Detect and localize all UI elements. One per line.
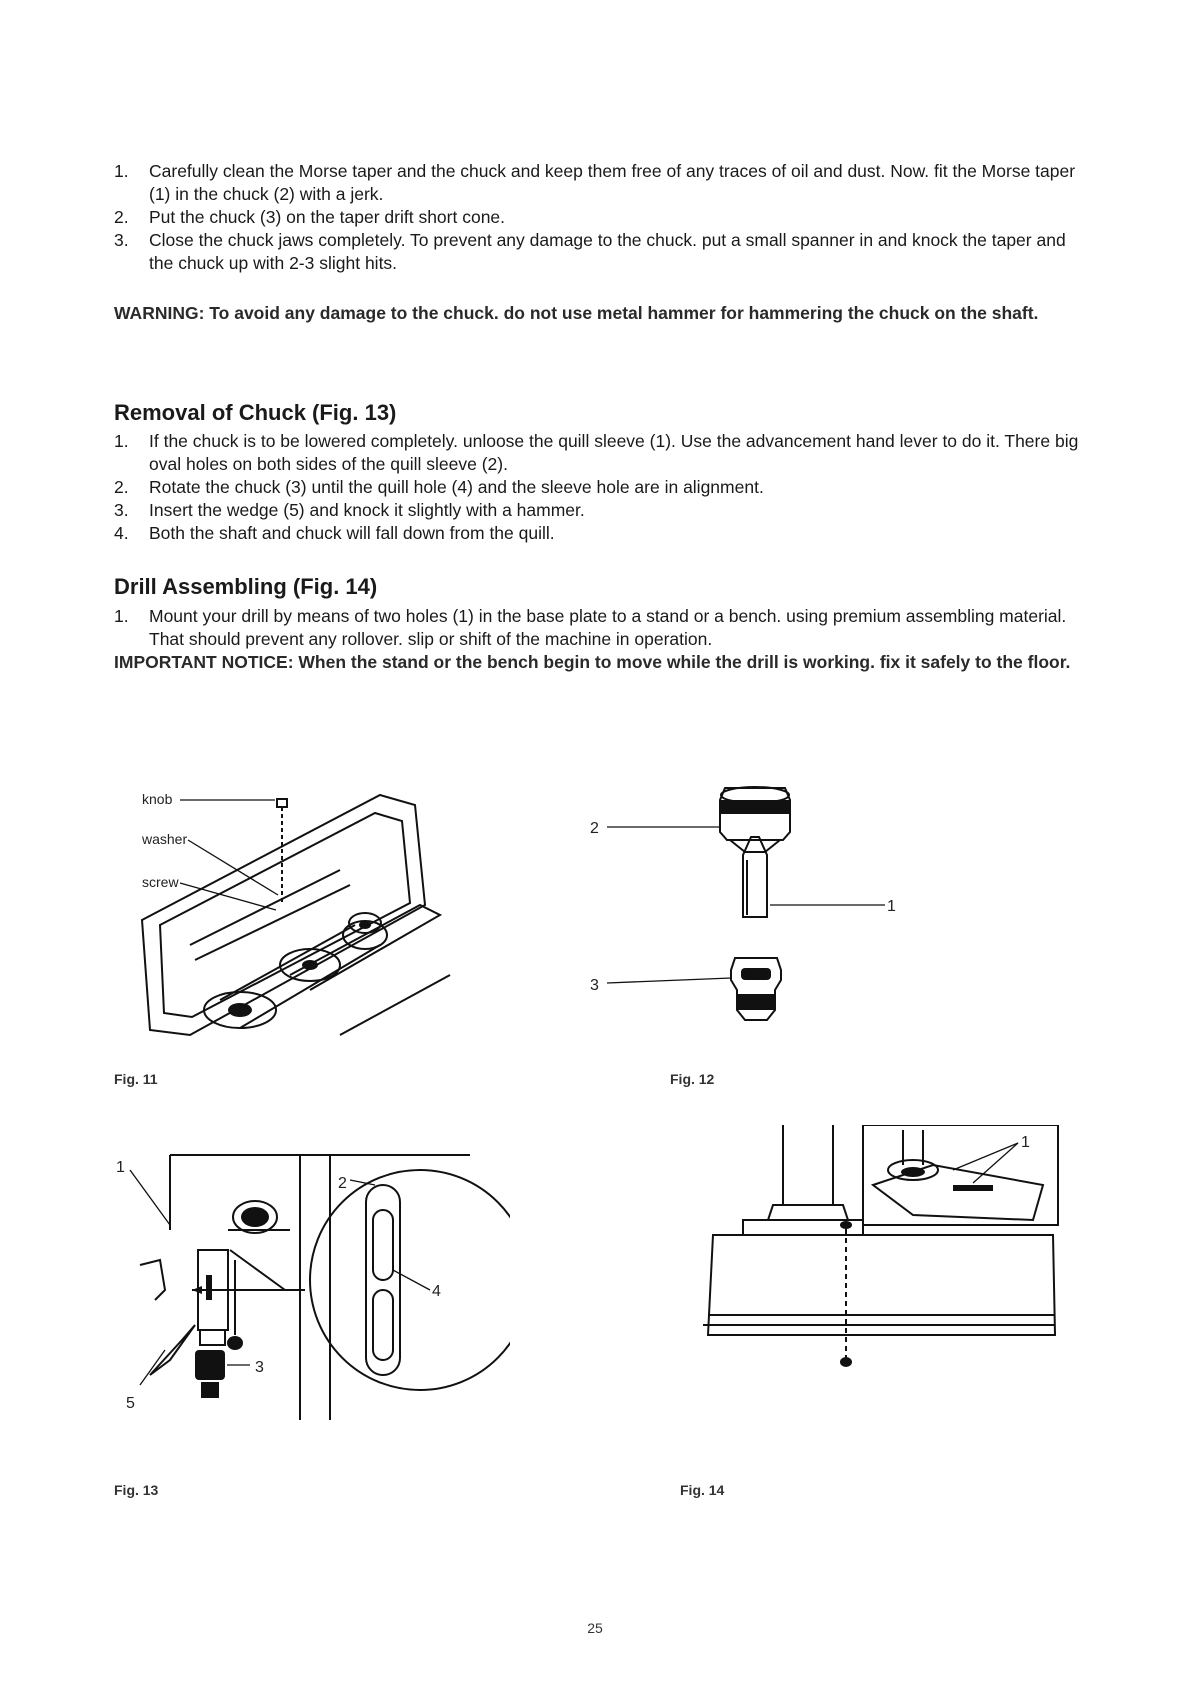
fig13-callout-2: 2 xyxy=(338,1175,347,1192)
fig13-illustration xyxy=(110,1150,510,1420)
step-number: 4. xyxy=(114,523,129,543)
fig14-illustration xyxy=(683,1125,1063,1375)
intro-steps-list xyxy=(114,160,1084,275)
step-text: Close the chuck jaws completely. To prevent any damage to the chuck. put a small spanner in and knock the taper and the chuck up with 2-3 slight hits. xyxy=(149,230,1066,273)
assembling-steps-list xyxy=(114,605,1084,651)
removal-heading: Removal of Chuck (Fig. 13) xyxy=(114,400,397,425)
list-item xyxy=(114,499,1084,522)
step-text: Carefully clean the Morse taper and the chuck and keep them free of any traces of oil and dust. Now. fit the Morse taper (1) in the chuck (2) with a jerk. xyxy=(149,161,1076,204)
fig13-callout-4: 4 xyxy=(432,1283,441,1300)
fig13-callout-1: 1 xyxy=(116,1159,125,1176)
fig12-illustration xyxy=(585,780,905,1030)
step-number: 2. xyxy=(114,477,129,497)
fig11-drawing xyxy=(140,785,460,1045)
list-item xyxy=(114,206,1084,229)
step-number: 1. xyxy=(114,161,129,181)
fig13-label: Fig. 13 xyxy=(114,1482,159,1498)
list-item xyxy=(114,160,1084,206)
step-text: If the chuck is to be lowered completely. unloose the quill sleeve (1). Use the advancement hand lever to do it. There big oval holes on both sides of the quill sleeve (2). xyxy=(149,431,1079,474)
fig12-label: Fig. 12 xyxy=(670,1071,715,1087)
fig12-callout-2: 2 xyxy=(590,820,599,837)
assembling-heading: Drill Assembling (Fig. 14) xyxy=(114,574,378,599)
fig11-illustration xyxy=(140,785,460,1045)
fig13-callout-3: 3 xyxy=(255,1359,264,1376)
page-number: 25 xyxy=(587,1620,603,1636)
fig14-callout-1: 1 xyxy=(1021,1134,1030,1151)
fig11-label: Fig. 11 xyxy=(114,1071,158,1087)
list-item xyxy=(114,430,1084,476)
fig12-callout-1: 1 xyxy=(887,898,896,915)
step-number: 2. xyxy=(114,207,129,227)
fig13-callout-5: 5 xyxy=(126,1395,135,1412)
fig14-drawing xyxy=(683,1125,1063,1375)
step-text: Rotate the chuck (3) until the quill hole (4) and the sleeve hole are in alignment. xyxy=(149,477,764,497)
step-text: Mount your drill by means of two holes (1) in the base plate to a stand or a bench. using premium assembling material. That should prevent any rollover. slip or shift of the machine in operation. xyxy=(149,606,1067,649)
step-text: Insert the wedge (5) and knock it slightly with a hammer. xyxy=(149,500,585,520)
list-item xyxy=(114,522,1084,545)
fig11-callout-washer: washer xyxy=(142,831,188,847)
step-number: 1. xyxy=(114,606,129,626)
list-item xyxy=(114,476,1084,499)
list-item xyxy=(114,229,1084,275)
fig14-label: Fig. 14 xyxy=(680,1482,725,1498)
important-notice: IMPORTANT NOTICE: When the stand or the bench begin to move while the drill is working. fix it safely to the floor. xyxy=(114,652,1071,672)
fig13-drawing xyxy=(110,1150,510,1420)
fig12-callout-3: 3 xyxy=(590,977,599,994)
step-number: 1. xyxy=(114,431,129,451)
step-number: 3. xyxy=(114,230,129,250)
step-text: Put the chuck (3) on the taper drift short cone. xyxy=(149,207,506,227)
warning-text: WARNING: To avoid any damage to the chuck. do not use metal hammer for hammering the chuck on the shaft. xyxy=(114,303,1039,323)
list-item xyxy=(114,605,1084,651)
step-text: Both the shaft and chuck will fall down from the quill. xyxy=(149,523,555,543)
fig11-callout-knob: knob xyxy=(142,791,173,807)
fig11-callout-screw: screw xyxy=(142,874,179,890)
fig12-drawing xyxy=(585,780,905,1030)
removal-steps-list xyxy=(114,430,1084,545)
step-number: 3. xyxy=(114,500,129,520)
